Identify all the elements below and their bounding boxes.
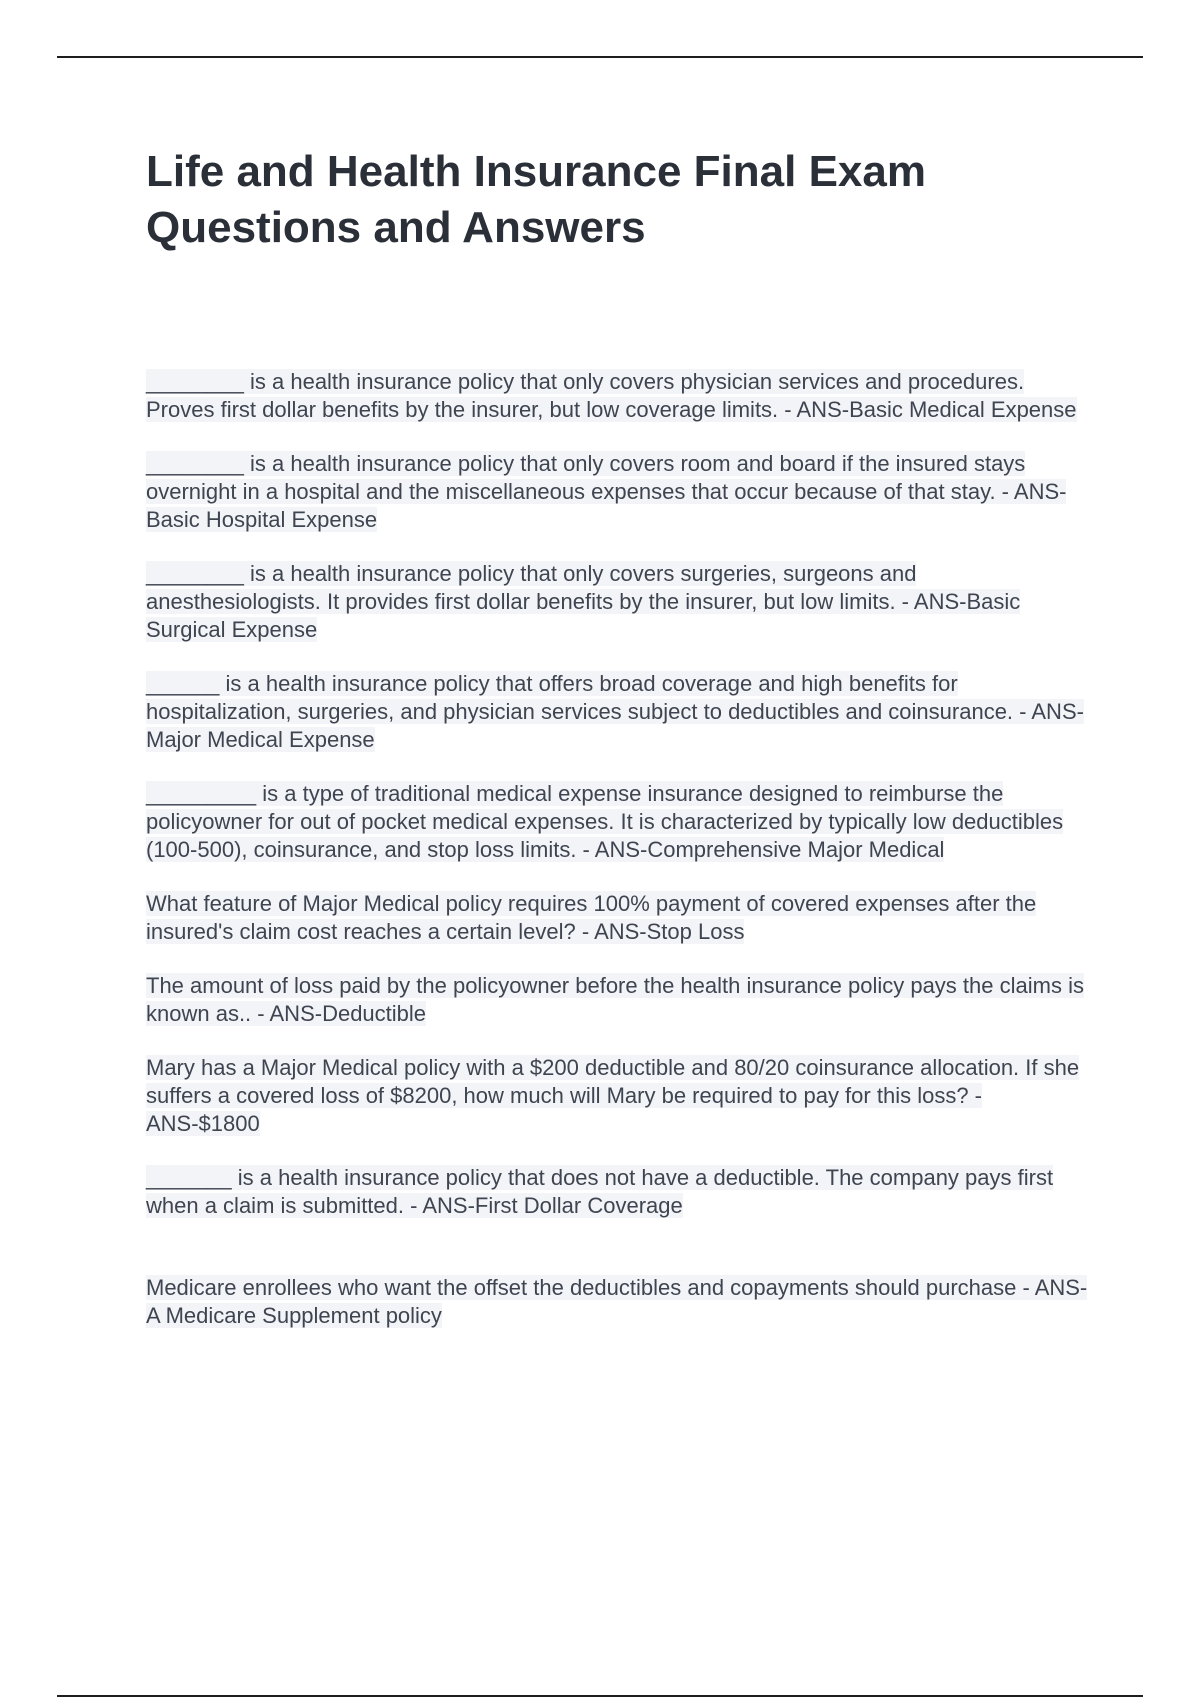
qa-text: _______ is a health insurance policy that does not have a deductible. The company pays first when a claim is submitted. - ANS-First Dollar Coverage [146, 1165, 1054, 1218]
bottom-rule [57, 1695, 1143, 1697]
qa-item [146, 1164, 1096, 1220]
qa-item [146, 1274, 1096, 1330]
qa-text: ________ is a health insurance policy that only covers room and board if the insured stays overnight in a hospital and the miscellaneous expenses that occur because of that stay. - ANS-Basic Hospital Expense [146, 451, 1067, 532]
qa-item [146, 450, 1096, 534]
qa-item [146, 890, 1096, 946]
qa-item [146, 1054, 1096, 1138]
title-line-1: Life and Health Insurance Final Exam [146, 147, 926, 196]
qa-text: Medicare enrollees who want the offset the deductibles and copayments should purchase - ANS-A Medicare Supplement policy [146, 1275, 1088, 1328]
qa-item [146, 780, 1096, 864]
qa-item [146, 368, 1096, 424]
qa-text: Mary has a Major Medical policy with a $200 deductible and 80/20 coinsurance allocation. If she suffers a covered loss of $8200, how much will Mary be required to pay for this loss? - ANS-$1800 [146, 1055, 1080, 1136]
qa-text: What feature of Major Medical policy requires 100% payment of covered expenses after the insured's claim cost reaches a certain level? - ANS-Stop Loss [146, 891, 1037, 944]
qa-text: The amount of loss paid by the policyowner before the health insurance policy pays the claims is known as.. - ANS-Deductible [146, 973, 1084, 1026]
qa-list [146, 368, 1096, 1356]
qa-item [146, 560, 1096, 644]
document-title [146, 144, 1106, 256]
qa-item [146, 972, 1096, 1028]
qa-item [146, 670, 1096, 754]
top-rule [57, 56, 1143, 58]
qa-text: ________ is a health insurance policy that only covers physician services and procedures. Proves first dollar benefits by the insurer, but low coverage limits. - ANS-Basic Medical Expense [146, 369, 1077, 422]
title-line-2: Questions and Answers [146, 203, 646, 252]
qa-text: _________ is a type of traditional medical expense insurance designed to reimburse the policyowner for out of pocket medical expenses. It is characterized by typically low deductibles (100-500), coinsurance, and stop loss limits. - ANS-Comprehensive Major Medical [146, 781, 1064, 862]
qa-text: ______ is a health insurance policy that offers broad coverage and high benefits for hospitalization, surgeries, and physician services subject to deductibles and coinsurance. - ANS-Major Medical Expense [146, 671, 1084, 752]
qa-text: ________ is a health insurance policy that only covers surgeries, surgeons and anesthesiologists. It provides first dollar benefits by the insurer, but low limits. - ANS-Basic Surgical Expense [146, 561, 1021, 642]
